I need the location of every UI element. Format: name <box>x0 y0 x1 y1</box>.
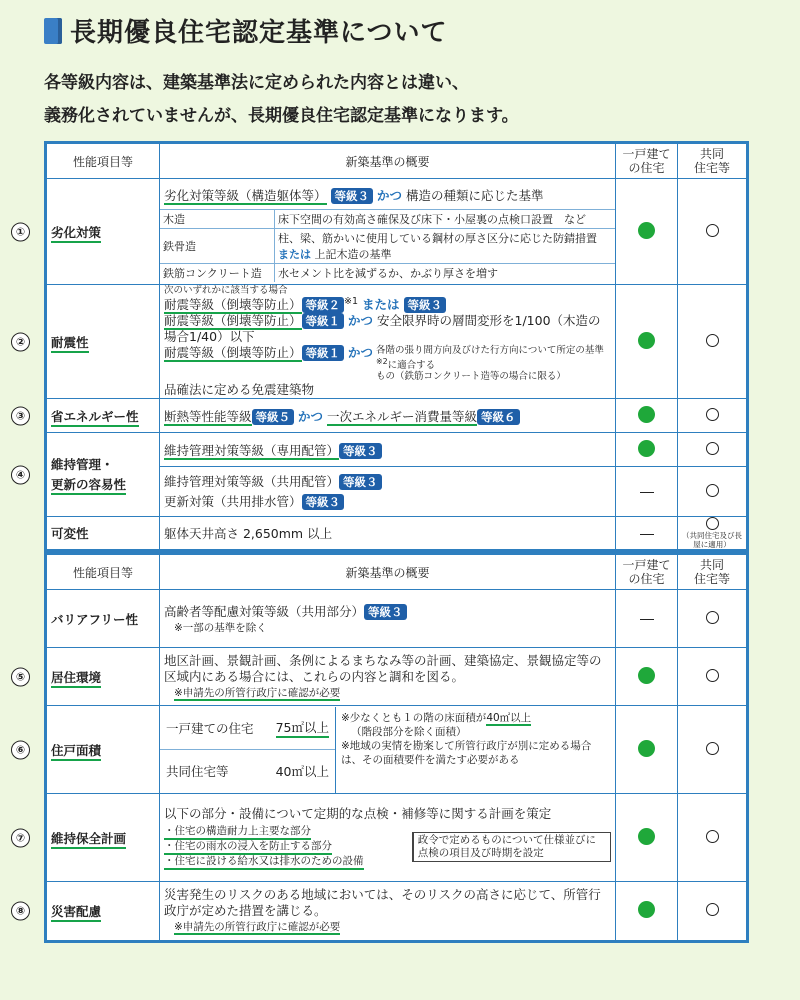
item-name: 維持保全計画 <box>51 831 126 849</box>
applicable-circle-icon <box>706 224 719 237</box>
book-icon <box>44 18 62 44</box>
item-name: 耐震性 <box>51 335 89 353</box>
applicable-circle-icon <box>706 611 719 624</box>
applicable-circle-icon <box>706 334 719 347</box>
applicable-circle-icon <box>706 903 719 916</box>
header-item: 性能項目等 <box>46 143 160 179</box>
criteria-table-1 <box>15 141 749 552</box>
item-name: バリアフリー性 <box>46 590 160 648</box>
applicable-circle-icon <box>706 408 719 421</box>
applicable-dot-icon <box>638 740 655 757</box>
item-name: 居住環境 <box>51 670 101 688</box>
criteria-table-2 <box>15 552 749 943</box>
page-title: 長期優良住宅認定基準について <box>70 18 448 48</box>
row-deterioration <box>46 179 748 285</box>
subtitle-line-2: 義務化されていませんが、長期優良住宅認定基準になります。 <box>44 106 519 126</box>
item-name: 可変性 <box>46 517 160 551</box>
row-floor-area: ⑥ 住戸面積 一戸建ての住宅 75㎡以上 共同住宅等 40㎡以上 ※少なくとも１の階の床面積が40㎡以上 （階段部分を除く面積） ※地域の実情を勘案して所管行政庁が別に定める場合は、その面積要件を満たす必要がある <box>46 706 748 794</box>
structure-table: 木造 床下空間の有効高さ確保及び床下・小屋裏の点検口設置 など 鉄骨造 柱、梁、筋かいに使用している鋼材の厚さ区分に応じた防錆措置 または 上記木造の基準 鉄筋コンクリート造 水セメント比を減ずるか、かぶり厚さを増す <box>160 209 615 282</box>
applicable-dot-icon <box>638 901 655 918</box>
row-disaster: ⑧ 災害配慮 災害発生のリスクのある地域においては、そのリスクの高さに応じて、所管行政庁が定めた措置を講じる。 ※申請先の所管行政庁に確認が必要 <box>46 882 748 942</box>
not-applicable-dash <box>640 619 654 620</box>
not-applicable-dash <box>640 534 654 535</box>
applicable-dot-icon <box>638 406 655 423</box>
not-applicable-dash <box>640 492 654 493</box>
applicable-dot-icon <box>638 332 655 349</box>
row-barrier-free: バリアフリー性 高齢者等配慮対策等級（共用部分） 等級３ ※一部の基準を除く <box>46 590 748 648</box>
applicable-dot-icon <box>638 667 655 684</box>
header-collective: 共同 住宅等 <box>678 554 748 590</box>
row-energy: ③ 省エネルギー性 断熱等性能等級 等級５ かつ 一次エネルギー消費量等級 等級６ <box>46 399 748 433</box>
header-collective: 共同 住宅等 <box>678 143 748 179</box>
title-row <box>44 12 447 49</box>
item-number: ① <box>11 222 30 241</box>
applicable-circle-icon <box>706 442 719 455</box>
row-maintenance-2: 維持管理対策等級（共用配管） 等級３ 更新対策（共用排水管） 等級３ <box>46 467 748 517</box>
grade-badge: 等級３ <box>331 188 374 204</box>
applicable-circle-icon <box>706 517 719 530</box>
header-overview: 新築基準の概要 <box>160 143 616 179</box>
row-seismic: ② 耐震性 次のいずれかに該当する場合 耐震等級（倒壊等防止） 等級２ $^{※1}$ または 等級３ 耐震等級（倒壊等防止） 等級１ かつ 安全限界時の層間変形を1/100（木造の場合1/40）以下 耐震等級（倒壊等防止） 等級１ かつ 各階の張り間方向及びけた行方向について所定の基準$^{※2}$に適合する もの（鉄筋コンクリート造等の場合に限る） 品確法に定める免震建築物 <box>46 285 748 399</box>
subtitle-line-1: 各等級内容は、建築基準法に定められた内容とは違い、 <box>44 73 469 93</box>
row-maintenance-1: ④ 維持管理・ 更新の容易性 維持管理対策等級（専用配管） 等級３ <box>46 433 748 467</box>
applicable-dot-icon <box>638 440 655 457</box>
applicable-circle-icon <box>706 830 719 843</box>
applicable-circle-icon <box>706 484 719 497</box>
header-detached: 一戸建て の住宅 <box>616 143 678 179</box>
row-variability: 可変性 躯体天井高さ 2,650mm 以上 （共同住宅及び長屋に適用） <box>46 517 748 551</box>
applicable-circle-icon <box>706 669 719 682</box>
item-name: 災害配慮 <box>51 904 101 922</box>
header-item: 性能項目等 <box>46 554 160 590</box>
deterioration-main: 劣化対策等級（構造躯体等） 等級３ かつ 構造の種類に応じた基準 <box>164 187 544 203</box>
row-maintenance-plan: ⑦ 維持保全計画 以下の部分・設備について定期的な点検・補修等に関する計画を策定 ・住宅の構造耐力上主要な部分 ・住宅の雨水の浸入を防止する部分 ・住宅に設ける給水又は排水のための設備 政令で定めるものについて仕様並びに点検の項目及び時期を設定 <box>46 794 748 882</box>
header-detached: 一戸建て の住宅 <box>616 554 678 590</box>
item-name: 住戸面積 <box>51 743 101 761</box>
row-living-environment: ⑤ 居住環境 地区計画、景観計画、条例によるまちなみ等の計画、建築協定、景観協定等の区域内にある場合には、これらの内容と調和を図る。 ※申請先の所管行政庁に確認が必要 <box>46 648 748 706</box>
applicable-dot-icon <box>638 828 655 845</box>
applicable-circle-icon <box>706 742 719 755</box>
applicable-dot-icon <box>638 222 655 239</box>
header-overview: 新築基準の概要 <box>160 554 616 590</box>
item-name: 劣化対策 <box>51 225 101 243</box>
item-name: 省エネルギー性 <box>51 409 139 427</box>
